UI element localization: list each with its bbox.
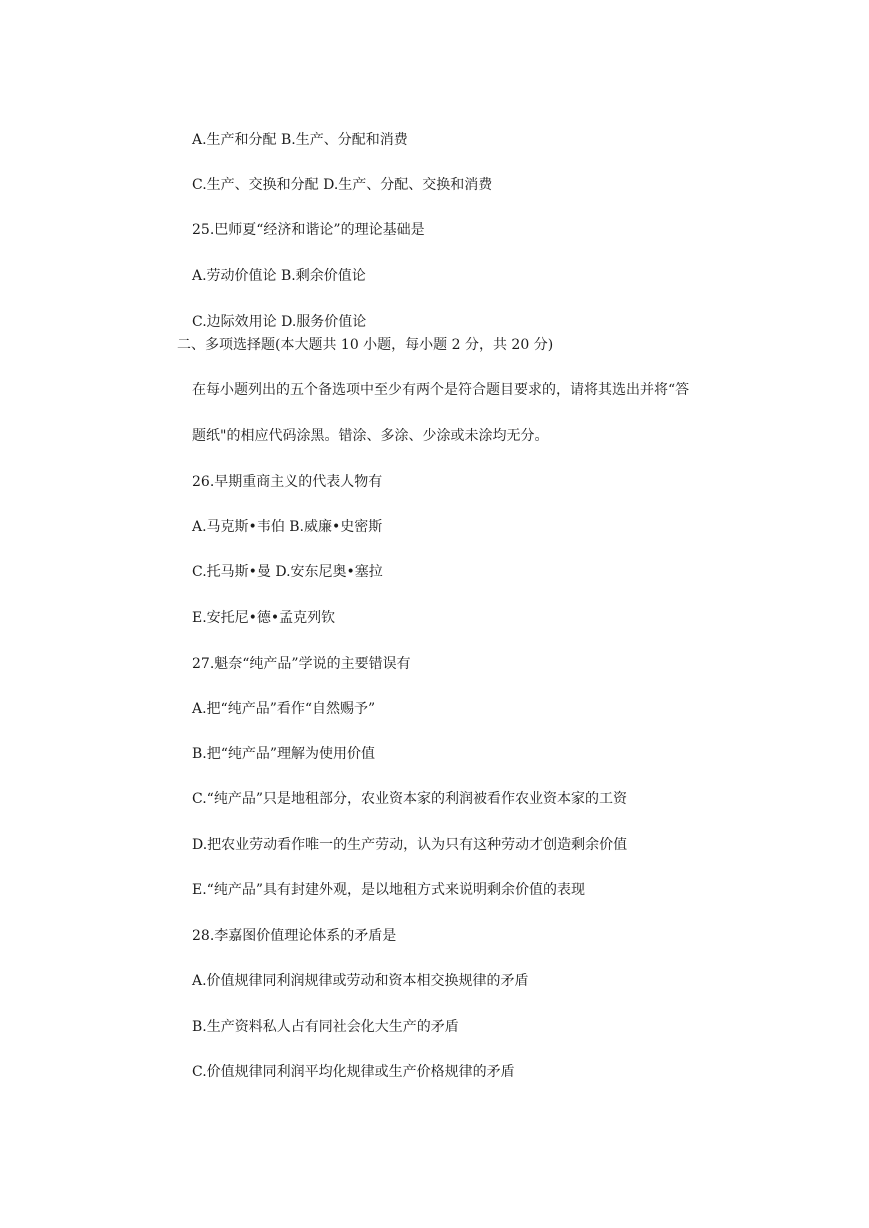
q26-question: 26.早期重商主义的代表人物有 [192, 474, 383, 490]
q27-option-e: E.“纯产品”具有封建外观，是以地租方式来说明剩余价值的表现 [192, 882, 585, 898]
q28-question: 28.李嘉图价值理论体系的矛盾是 [192, 928, 397, 944]
q27-option-d: D.把农业劳动看作唯一的生产劳动，认为只有这种劳动才创造剩余价值 [192, 837, 628, 853]
q27-option-c: C.“纯产品”只是地租部分，农业资本家的利润被看作农业资本家的工资 [192, 791, 627, 807]
q26-options-ab: A.马克斯•韦伯 B.威廉•史密斯 [192, 519, 383, 535]
q28-option-a: A.价值规律同利润规律或劳动和资本相交换规律的矛盾 [192, 973, 529, 989]
q25-options-cd: C.边际效用论 D.服务价值论 [192, 314, 367, 330]
section-instructions-line1: 在每小题列出的五个备选项中至少有两个是符合题目要求的，请将其选出并将“答 [192, 382, 690, 398]
q27-option-b: B.把“纯产品”理解为使用价值 [192, 746, 376, 762]
q27-question: 27.魁奈“纯产品”学说的主要错误有 [192, 656, 411, 672]
q25-question: 25.巴师夏“经济和谐论”的理论基础是 [192, 222, 425, 238]
q26-option-e: E.安托尼•德•孟克列钦 [192, 610, 336, 626]
section-heading: 二、多项选择题(本大题共 10 小题，每小题 2 分，共 20 分) [177, 337, 554, 353]
section-instructions-line2: 题纸"的相应代码涂黑。错涂、多涂、少涂或未涂均无分。 [192, 428, 549, 444]
q28-option-c: C.价值规律同利润平均化规律或生产价格规律的矛盾 [192, 1064, 515, 1080]
q28-option-b: B.生产资料私人占有同社会化大生产的矛盾 [192, 1019, 459, 1035]
q24-options-ab: A.生产和分配 B.生产、分配和消费 [192, 132, 408, 148]
q24-options-cd: C.生产、交换和分配 D.生产、分配、交换和消费 [192, 177, 493, 193]
q26-options-cd: C.托马斯•曼 D.安东尼奥•塞拉 [192, 564, 383, 580]
q27-option-a: A.把“纯产品”看作“自然赐予” [192, 701, 376, 717]
q25-options-ab: A.劳动价值论 B.剩余价值论 [192, 268, 366, 284]
